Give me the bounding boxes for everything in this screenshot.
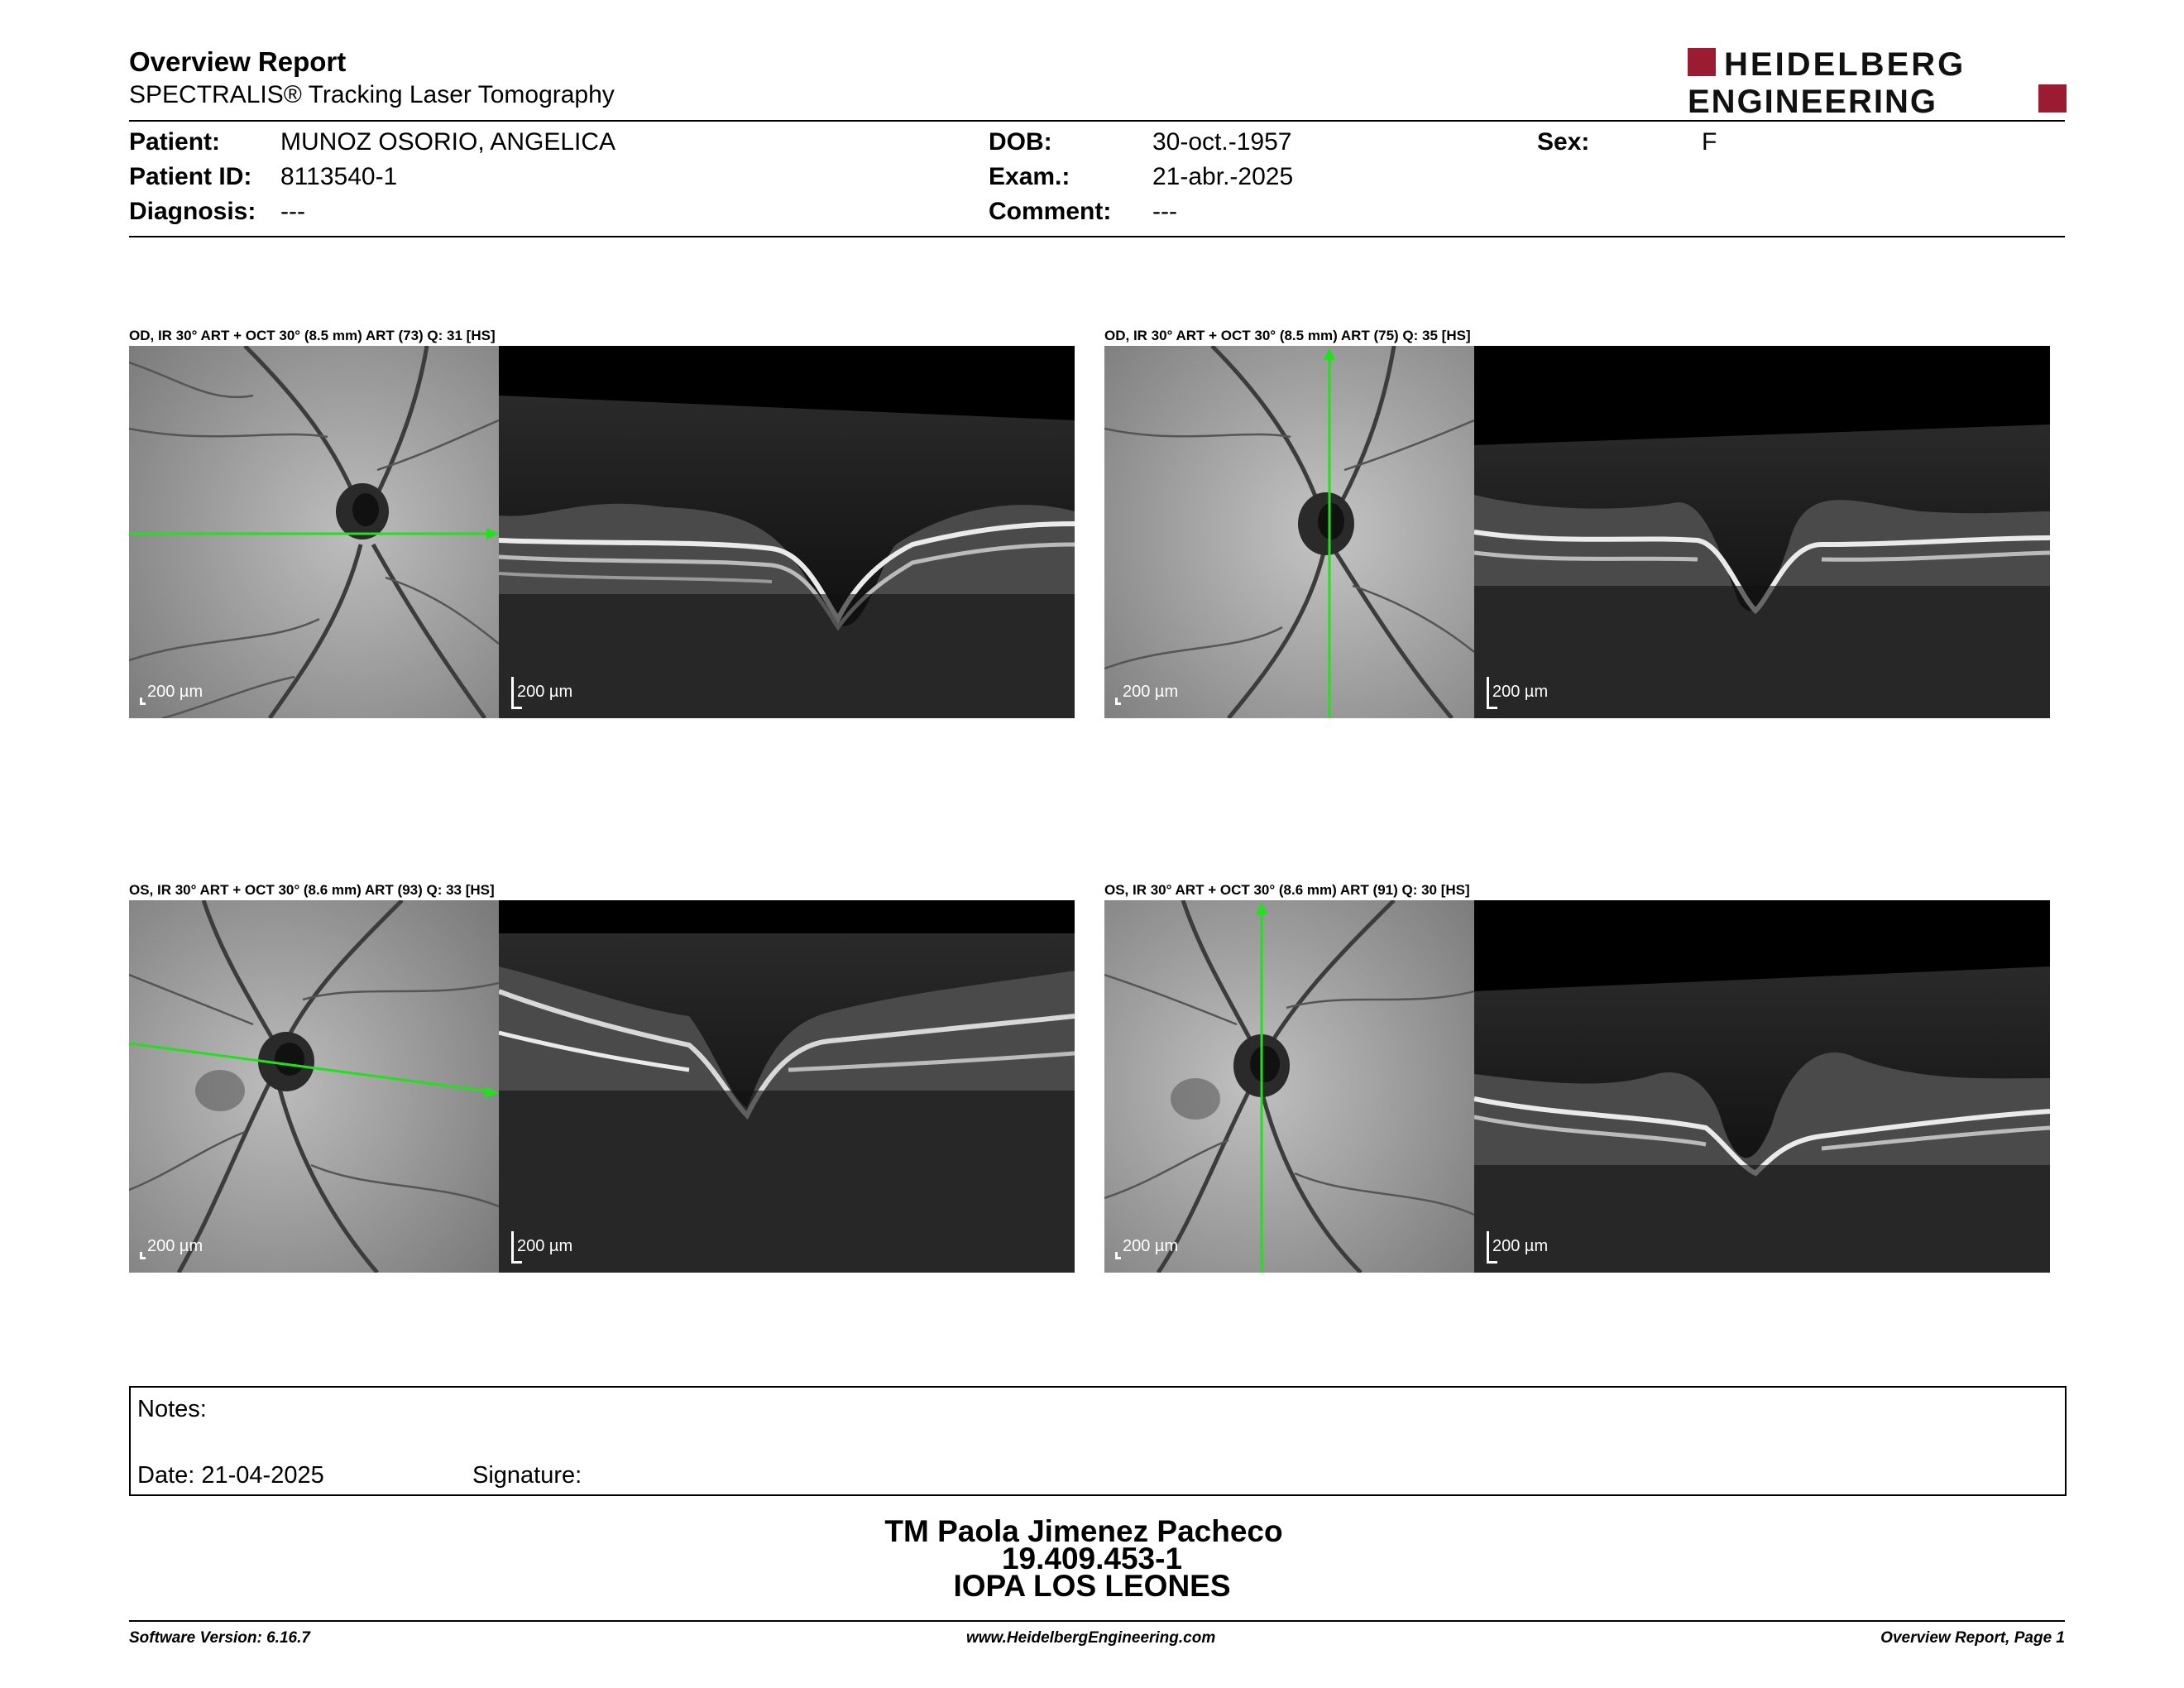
- oct-scale-label: 200 µm: [517, 683, 573, 701]
- sex-label: Sex:: [1537, 128, 1590, 156]
- operator-id: 19.409.453-1: [1001, 1542, 1183, 1575]
- ir-scale-label: 200 µm: [147, 1237, 204, 1255]
- header-rule: [129, 120, 2065, 122]
- svg-text:HEIDELBERG: HEIDELBERG: [1724, 46, 1966, 83]
- diagnosis-value: ---: [280, 198, 305, 225]
- ir-scale-label: 200 µm: [1123, 683, 1179, 701]
- patient-name: MUNOZ OSORIO, ANGELICA: [280, 128, 616, 156]
- oct-bscan-image[interactable]: [1474, 346, 2050, 718]
- scan-panel-os-2[interactable]: [1104, 900, 2050, 1273]
- panel-caption-od-1: OD, IR 30° ART + OCT 30° (8.5 mm) ART (73) Q: 31 [HS]: [129, 328, 496, 343]
- oct-scale-label: 200 µm: [1492, 1237, 1549, 1255]
- dob-label: DOB:: [989, 128, 1052, 156]
- patient-id-label: Patient ID:: [129, 163, 252, 190]
- sex-value: F: [1702, 128, 1717, 156]
- ir-scale-bar: [140, 698, 146, 705]
- operator-name: TM Paola Jimenez Pacheco: [884, 1514, 1283, 1548]
- panel-caption-od-2: OD, IR 30° ART + OCT 30° (8.5 mm) ART (75) Q: 35 [HS]: [1104, 328, 1471, 343]
- scan-panel-od-1[interactable]: [129, 346, 1075, 718]
- patient-info-rule: [129, 236, 2065, 237]
- diagnosis-label: Diagnosis:: [129, 198, 256, 225]
- signature-label: Signature:: [472, 1462, 582, 1489]
- exam-label: Exam.:: [989, 163, 1070, 190]
- ir-fundus-image[interactable]: [1104, 900, 1474, 1273]
- notes-box[interactable]: [129, 1386, 2067, 1496]
- oct-scale-label: 200 µm: [1492, 683, 1549, 701]
- page-indicator: Overview Report, Page 1: [1880, 1629, 2065, 1647]
- ir-scale-bar: [140, 1252, 146, 1259]
- ir-fundus-image[interactable]: [129, 346, 499, 718]
- comment-value: ---: [1152, 198, 1177, 225]
- heidelberg-logo: [1688, 46, 2068, 116]
- oct-bscan-image[interactable]: [499, 900, 1075, 1273]
- oct-bscan-image[interactable]: [1474, 900, 2050, 1273]
- ir-fundus-image[interactable]: [1104, 346, 1474, 718]
- svg-text:ENGINEERING: ENGINEERING: [1688, 84, 1938, 116]
- panel-caption-os-2: OS, IR 30° ART + OCT 30° (8.6 mm) ART (91) Q: 30 [HS]: [1104, 882, 1470, 898]
- ir-scale-bar: [1115, 698, 1121, 705]
- report-title: Overview Report: [129, 46, 347, 77]
- scan-panel-os-1[interactable]: [129, 900, 1075, 1273]
- ir-scale-label: 200 µm: [147, 683, 204, 701]
- dob-value: 30-oct.-1957: [1152, 128, 1292, 156]
- ir-fundus-image[interactable]: [129, 900, 499, 1273]
- panel-caption-os-1: OS, IR 30° ART + OCT 30° (8.6 mm) ART (93) Q: 33 [HS]: [129, 882, 495, 898]
- oct-scale-label: 200 µm: [517, 1237, 573, 1255]
- scan-panel-od-2[interactable]: [1104, 346, 2050, 718]
- notes-label: Notes:: [137, 1396, 207, 1422]
- oct-bscan-image[interactable]: [499, 346, 1075, 718]
- date-label: Date: 21-04-2025: [137, 1462, 324, 1489]
- exam-value: 21-abr.-2025: [1152, 163, 1294, 190]
- institution-name: IOPA LOS LEONES: [953, 1569, 1231, 1603]
- patient-label: Patient:: [129, 128, 221, 156]
- software-version: Software Version: 6.16.7: [129, 1629, 310, 1647]
- ir-scale-bar: [1115, 1252, 1121, 1259]
- report-subtitle: SPECTRALIS® Tracking Laser Tomography: [129, 81, 615, 108]
- website-link[interactable]: www.HeidelbergEngineering.com: [966, 1629, 1216, 1647]
- footer-rule: [129, 1620, 2065, 1622]
- ir-scale-label: 200 µm: [1123, 1237, 1179, 1255]
- comment-label: Comment:: [989, 198, 1112, 225]
- patient-id: 8113540-1: [280, 163, 398, 190]
